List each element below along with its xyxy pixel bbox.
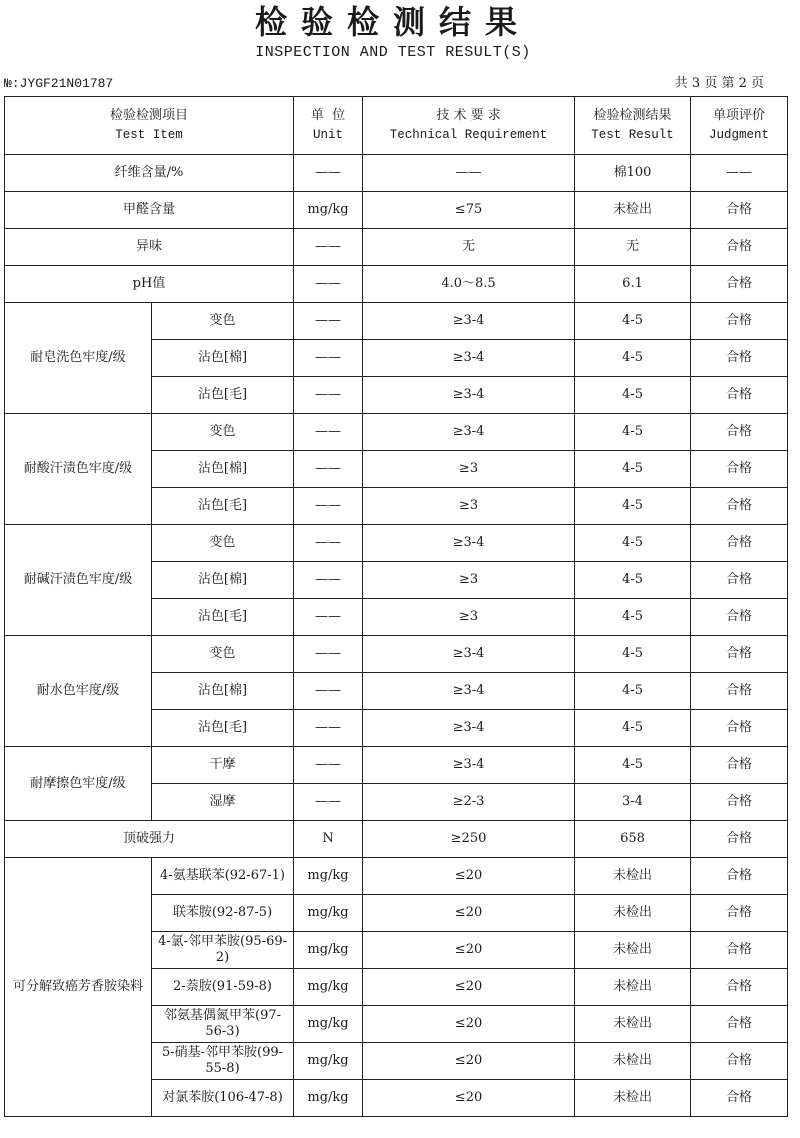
result-cell: 无 — [575, 229, 691, 266]
judgment-cell: 合格 — [691, 525, 788, 562]
sub-item: 沾色[棉] — [152, 451, 294, 488]
test-item: 纤维含量/% — [5, 155, 294, 192]
requirement-cell: ≥2-3 — [363, 784, 575, 821]
result-cell: 4-5 — [575, 636, 691, 673]
table-row — [5, 266, 788, 303]
judgment-cell: 合格 — [691, 673, 788, 710]
judgment-cell: 合格 — [691, 636, 788, 673]
requirement-cell: ≥3 — [363, 562, 575, 599]
sub-item: 干摩 — [152, 747, 294, 784]
header-judgment — [691, 97, 788, 155]
page-title: 检验检测结果 — [254, 3, 531, 41]
judgment-cell: 合格 — [691, 451, 788, 488]
requirement-cell: ≥3-4 — [363, 636, 575, 673]
header-judgment-en: Judgment — [709, 128, 770, 142]
header-unit-cn: 单 位 — [310, 108, 346, 123]
table-row — [5, 192, 788, 229]
requirement-cell: ≥3-4 — [363, 673, 575, 710]
result-cell: 6.1 — [575, 266, 691, 303]
unit-cell: —— — [294, 414, 363, 451]
requirement-cell: ≤20 — [363, 932, 575, 969]
unit-cell: —— — [294, 266, 363, 303]
sub-item: 沾色[棉] — [152, 673, 294, 710]
unit-cell: —— — [294, 229, 363, 266]
requirement-cell: ≥3-4 — [363, 303, 575, 340]
judgment-cell: 合格 — [691, 858, 788, 895]
requirement-cell: ≥3-4 — [363, 747, 575, 784]
unit-cell: mg/kg — [294, 932, 363, 969]
unit-cell: mg/kg — [294, 192, 363, 229]
judgment-cell: 合格 — [691, 414, 788, 451]
result-cell: 未检出 — [575, 895, 691, 932]
header-judgment-cn: 单项评价 — [713, 108, 766, 123]
judgment-cell: —— — [691, 155, 788, 192]
unit-cell: —— — [294, 673, 363, 710]
result-cell: 4-5 — [575, 525, 691, 562]
requirement-cell: ≤20 — [363, 1043, 575, 1080]
unit-cell: —— — [294, 599, 363, 636]
result-cell: 4-5 — [575, 377, 691, 414]
requirement-cell: —— — [363, 155, 575, 192]
unit-cell: N — [294, 821, 363, 858]
unit-cell: —— — [294, 155, 363, 192]
page-subtitle: INSPECTION AND TEST RESULT(S) — [255, 44, 531, 61]
unit-cell: mg/kg — [294, 1080, 363, 1117]
requirement-cell: ≥3 — [363, 599, 575, 636]
result-cell: 4-5 — [575, 340, 691, 377]
result-cell: 3-4 — [575, 784, 691, 821]
requirement-cell: ≥3-4 — [363, 710, 575, 747]
unit-cell: mg/kg — [294, 969, 363, 1006]
judgment-cell: 合格 — [691, 1080, 788, 1117]
requirement-cell: ≥3 — [363, 488, 575, 525]
result-cell: 未检出 — [575, 858, 691, 895]
requirement-cell: ≥3-4 — [363, 525, 575, 562]
sub-item: 联苯胺(92-87-5) — [152, 895, 294, 932]
table-row — [5, 821, 788, 858]
judgment-cell: 合格 — [691, 747, 788, 784]
judgment-cell: 合格 — [691, 710, 788, 747]
unit-cell: mg/kg — [294, 1043, 363, 1080]
test-item: 甲醛含量 — [5, 192, 294, 229]
unit-cell: —— — [294, 340, 363, 377]
table-row — [5, 525, 788, 562]
requirement-cell: 4.0～8.5 — [363, 266, 575, 303]
result-cell: 4-5 — [575, 673, 691, 710]
requirement-cell: ≤75 — [363, 192, 575, 229]
header-test-item — [5, 97, 294, 155]
requirement-cell: ≤20 — [363, 1080, 575, 1117]
unit-cell: —— — [294, 747, 363, 784]
requirement-cell: ≥250 — [363, 821, 575, 858]
requirement-cell: 无 — [363, 229, 575, 266]
judgment-cell: 合格 — [691, 969, 788, 1006]
group-name: 耐水色牢度/级 — [5, 636, 152, 747]
sub-item: 沾色[毛] — [152, 710, 294, 747]
sub-item: 沾色[棉] — [152, 340, 294, 377]
group-name: 耐皂洗色牢度/级 — [5, 303, 152, 414]
result-cell: 4-5 — [575, 562, 691, 599]
table-row — [5, 414, 788, 451]
group-name: 耐酸汗渍色牢度/级 — [5, 414, 152, 525]
unit-cell: —— — [294, 451, 363, 488]
judgment-cell: 合格 — [691, 1043, 788, 1080]
requirement-cell: ≤20 — [363, 858, 575, 895]
requirement-cell: ≥3-4 — [363, 414, 575, 451]
judgment-cell: 合格 — [691, 266, 788, 303]
sub-item: 沾色[棉] — [152, 562, 294, 599]
result-cell: 4-5 — [575, 414, 691, 451]
sub-item: 4-氨基联苯(92-67-1) — [152, 858, 294, 895]
result-cell: 未检出 — [575, 932, 691, 969]
header-result — [575, 97, 691, 155]
judgment-cell: 合格 — [691, 784, 788, 821]
unit-cell: —— — [294, 525, 363, 562]
result-cell: 4-5 — [575, 488, 691, 525]
judgment-cell: 合格 — [691, 229, 788, 266]
sub-item: 变色 — [152, 303, 294, 340]
judgment-cell: 合格 — [691, 932, 788, 969]
table-row — [5, 229, 788, 266]
sub-item: 变色 — [152, 525, 294, 562]
unit-cell: —— — [294, 710, 363, 747]
result-cell: 4-5 — [575, 599, 691, 636]
header-result-cn: 检验检测结果 — [593, 108, 672, 123]
table-row — [5, 636, 788, 673]
result-cell: 未检出 — [575, 969, 691, 1006]
judgment-cell: 合格 — [691, 1006, 788, 1043]
unit-cell: mg/kg — [294, 1006, 363, 1043]
result-cell: 4-5 — [575, 303, 691, 340]
result-cell: 4-5 — [575, 747, 691, 784]
header-test-item-en: Test Item — [115, 128, 183, 142]
sub-item: 2-萘胺(91-59-8) — [152, 969, 294, 1006]
header-requirement — [363, 97, 575, 155]
result-cell: 4-5 — [575, 710, 691, 747]
unit-cell: mg/kg — [294, 858, 363, 895]
table-header-row — [5, 97, 788, 155]
unit-cell: —— — [294, 377, 363, 414]
sub-item: 湿摩 — [152, 784, 294, 821]
test-item: pH值 — [5, 266, 294, 303]
judgment-cell: 合格 — [691, 895, 788, 932]
unit-cell: —— — [294, 488, 363, 525]
table-row — [5, 747, 788, 784]
group-name: 耐摩擦色牢度/级 — [5, 747, 152, 821]
requirement-cell: ≥3 — [363, 451, 575, 488]
test-item: 异味 — [5, 229, 294, 266]
judgment-cell: 合格 — [691, 192, 788, 229]
unit-cell: mg/kg — [294, 895, 363, 932]
page-indicator: 共 3 页 第 2 页 — [674, 76, 764, 91]
report-number: №:JYGF21N01787 — [4, 76, 114, 91]
header-requirement-cn: 技 术 要 求 — [436, 108, 501, 123]
header-requirement-en: Technical Requirement — [389, 128, 548, 142]
sub-item: 5-硝基-邻甲苯胺(99-55-8) — [152, 1043, 294, 1080]
requirement-cell: ≥3-4 — [363, 340, 575, 377]
sub-item: 对氯苯胺(106-47-8) — [152, 1080, 294, 1117]
result-cell: 658 — [575, 821, 691, 858]
group-name: 耐碱汗渍色牢度/级 — [5, 525, 152, 636]
header-unit-en: Unit — [313, 128, 344, 142]
result-cell: 未检出 — [575, 1006, 691, 1043]
requirement-cell: ≤20 — [363, 1006, 575, 1043]
unit-cell: —— — [294, 562, 363, 599]
judgment-cell: 合格 — [691, 340, 788, 377]
sub-item: 变色 — [152, 636, 294, 673]
unit-cell: —— — [294, 303, 363, 340]
sub-item: 邻氨基偶氮甲苯(97-56-3) — [152, 1006, 294, 1043]
sub-item: 沾色[毛] — [152, 488, 294, 525]
group-name: 可分解致癌芳香胺染料 — [5, 858, 152, 1117]
requirement-cell: ≥3-4 — [363, 377, 575, 414]
result-cell: 未检出 — [575, 1080, 691, 1117]
results-table — [4, 96, 788, 1117]
result-cell: 未检出 — [575, 1043, 691, 1080]
table-row — [5, 155, 788, 192]
requirement-cell: ≤20 — [363, 895, 575, 932]
judgment-cell: 合格 — [691, 599, 788, 636]
table-row — [5, 303, 788, 340]
judgment-cell: 合格 — [691, 821, 788, 858]
judgment-cell: 合格 — [691, 303, 788, 340]
result-cell: 未检出 — [575, 192, 691, 229]
header-test-item-cn: 检验检测项目 — [110, 108, 189, 123]
result-cell: 4-5 — [575, 451, 691, 488]
header-unit — [294, 97, 363, 155]
judgment-cell: 合格 — [691, 377, 788, 414]
requirement-cell: ≤20 — [363, 969, 575, 1006]
header-result-en: Test Result — [591, 128, 674, 142]
sub-item: 变色 — [152, 414, 294, 451]
sub-item: 4-氯-邻甲苯胺(95-69-2) — [152, 932, 294, 969]
unit-cell: —— — [294, 784, 363, 821]
unit-cell: —— — [294, 636, 363, 673]
test-item: 顶破强力 — [5, 821, 294, 858]
result-cell: 棉100 — [575, 155, 691, 192]
sub-item: 沾色[毛] — [152, 599, 294, 636]
judgment-cell: 合格 — [691, 488, 788, 525]
sub-item: 沾色[毛] — [152, 377, 294, 414]
table-row — [5, 858, 788, 895]
judgment-cell: 合格 — [691, 562, 788, 599]
